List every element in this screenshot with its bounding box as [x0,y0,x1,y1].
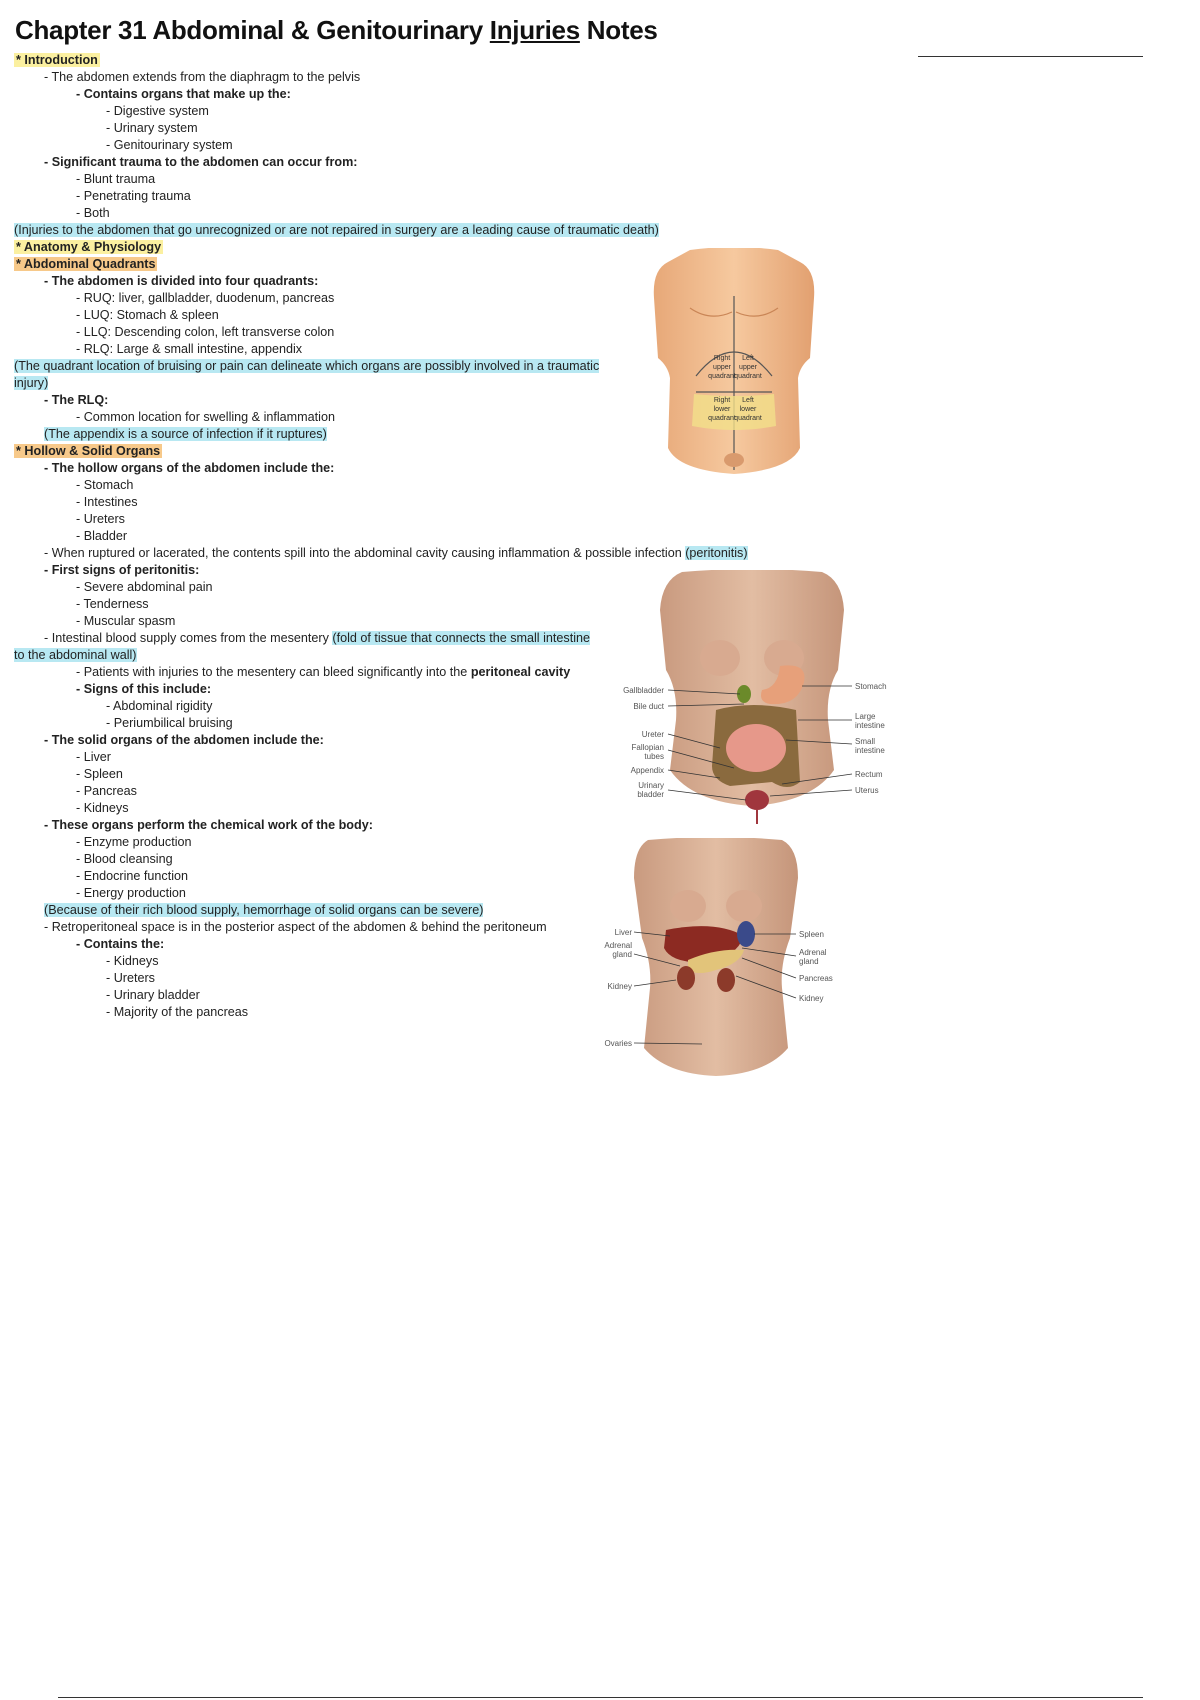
hollow-organs-figure [612,570,902,828]
quadrant-label: quadrant [708,373,736,380]
highlight-term: (peritonitis) [685,546,748,560]
note-line: - Penetrating trauma [76,189,191,203]
note-line: - The abdomen is divided into four quadrants: [44,274,319,288]
label-kidney: Kidney [607,982,632,991]
quadrant-label: lower [713,406,731,413]
label-rectum: Rectum [855,770,883,779]
note-line: - Muscular spasm [76,614,176,628]
bladder-organ [745,790,769,810]
label-large-intestine: Large [855,712,876,721]
quadrant-label: quadrant [708,415,736,422]
quadrant-label: lower [739,406,757,413]
label-spleen: Spleen [799,930,824,939]
note-line: - First signs of peritonitis: [44,563,200,577]
label-urinary-bladder: Urinary [638,781,664,790]
note-line: - When ruptured or lacerated, the contents spill into the abdominal cavity causing inflammation & possible infection [44,546,686,560]
label-liver: Liver [614,928,632,937]
page-title [15,15,658,46]
note-line: - Contains organs that make up the: [76,87,291,101]
heading-anatomy: * Anatomy & Physiology [16,240,162,254]
label-uterus: Uterus [855,786,879,795]
highlight-note: (The appendix is a source of infection if it ruptures) [44,427,327,441]
note-line: - Liver [76,750,111,764]
label-stomach: Stomach [855,682,887,691]
highlight-note: (The quadrant location of bruising or pain can delineate which organs are possibly involved in a traumatic injury) [14,359,600,390]
heading-quadrants: * Abdominal Quadrants [16,257,156,271]
note-line: - Abdominal rigidity [106,699,213,713]
label-ureter: Ureter [641,730,664,739]
note-line: - Pancreas [76,784,137,798]
quadrant-label: upper [713,364,731,371]
title-part-2: Notes [579,15,658,45]
note-line: - LUQ: Stomach & spleen [76,308,219,322]
note-line: - RUQ: liver, gallbladder, duodenum, pancreas [76,291,335,305]
note-line: - Spleen [76,767,123,781]
note-line: - Signs of this include: [76,682,212,696]
note-line: - Digestive system [106,104,209,118]
note-line: - The abdomen extends from the diaphragm to the pelvis [44,70,361,84]
quadrant-label: quadrant [734,373,762,380]
label-ovaries: Ovaries [604,1039,632,1048]
label-kidney: Kidney [799,994,824,1003]
note-line: - Kidneys [76,801,129,815]
note-line: - Urinary system [106,121,198,135]
note-line: - Common location for swelling & inflammation [76,410,335,424]
title-part-underlined: Injuries [489,15,580,45]
small-intestine-organ [726,724,786,772]
kidney-organ [717,968,735,992]
label-fallopian: tubes [644,752,664,761]
note-line: - The hollow organs of the abdomen include the: [44,461,335,475]
highlight-note: (Because of their rich blood supply, hemorrhage of solid organs can be severe) [44,903,484,917]
label-small-intestine: Small [855,737,876,746]
note-line: - RLQ: Large & small intestine, appendix [76,342,303,356]
heading-introduction: * Introduction [16,53,98,67]
heading-hollow-solid: * Hollow & Solid Organs [16,444,161,458]
label-urinary-bladder: bladder [637,790,664,799]
label-appendix: Appendix [630,766,664,775]
bold-term: peritoneal cavity [470,665,571,679]
note-line: - Intestines [76,495,138,509]
note-line: - Stomach [76,478,134,492]
label-pancreas: Pancreas [799,974,833,983]
label-fallopian: Fallopian [631,743,664,752]
note-line: - LLQ: Descending colon, left transverse colon [76,325,335,339]
note-line: - Enzyme production [76,835,192,849]
note-line: - Tenderness [76,597,149,611]
note-line: - Contains the: [76,937,165,951]
note-line: - Blood cleansing [76,852,173,866]
quadrant-label: quadrant [734,415,762,422]
note-line: - Genitourinary system [106,138,233,152]
top-rule [918,56,1143,57]
quadrants-figure [650,248,818,474]
spleen-organ [737,921,755,947]
bottom-rule [58,1697,1143,1698]
note-line: - These organs perform the chemical work of the body: [44,818,373,832]
note-line: - Energy production [76,886,186,900]
note-line: - Ureters [106,971,155,985]
note-line: - Patients with injuries to the mesentery can bleed significantly into the [76,665,471,679]
note-line: - Significant trauma to the abdomen can occur from: [44,155,358,169]
note-line: - Bladder [76,529,128,543]
note-line: - Endocrine function [76,869,189,883]
label-adrenal-gland: Adrenal [604,941,632,950]
label-small-intestine: intestine [855,746,885,755]
kidney-organ [677,966,695,990]
note-line: - Severe abdominal pain [76,580,213,594]
note-line: - Kidneys [106,954,159,968]
quadrant-label: Left [742,355,754,362]
note-line: - Majority of the pancreas [106,1005,249,1019]
note-line: - The RLQ: [44,393,109,407]
note-line: - Blunt trauma [76,172,156,186]
note-line: - Ureters [76,512,125,526]
label-gallbladder: Gallbladder [623,686,664,695]
label-adrenal-gland: Adrenal [799,948,827,957]
note-line: - Periumbilical bruising [106,716,233,730]
quadrant-label: Right [713,397,731,404]
quadrant-label: Right [713,355,731,362]
solid-organs-figure [576,838,856,1078]
label-bile-duct: Bile duct [633,702,664,711]
label-large-intestine: intestine [855,721,885,730]
highlight-note: (Injuries to the abdomen that go unrecognized or are not repaired in surgery are a leading cause of traumatic death) [14,223,659,237]
title-part-1: Chapter 31 Abdominal & Genitourinary [15,15,490,45]
note-line: - Urinary bladder [106,988,200,1002]
quadrant-label: Left [742,397,754,404]
note-line: - Intestinal blood supply comes from the mesentery [44,631,333,645]
label-adrenal-gland: gland [612,950,632,959]
quadrant-label: upper [739,364,757,371]
highlight-term: (fold of tissue that connects the small intestine to the abdominal wall) [14,631,590,662]
note-line: - The solid organs of the abdomen include the: [44,733,324,747]
note-line: - Retroperitoneal space is in the posterior aspect of the abdomen & behind the peritoneum [44,920,547,934]
label-adrenal-gland: gland [799,957,819,966]
note-line: - Both [76,206,110,220]
